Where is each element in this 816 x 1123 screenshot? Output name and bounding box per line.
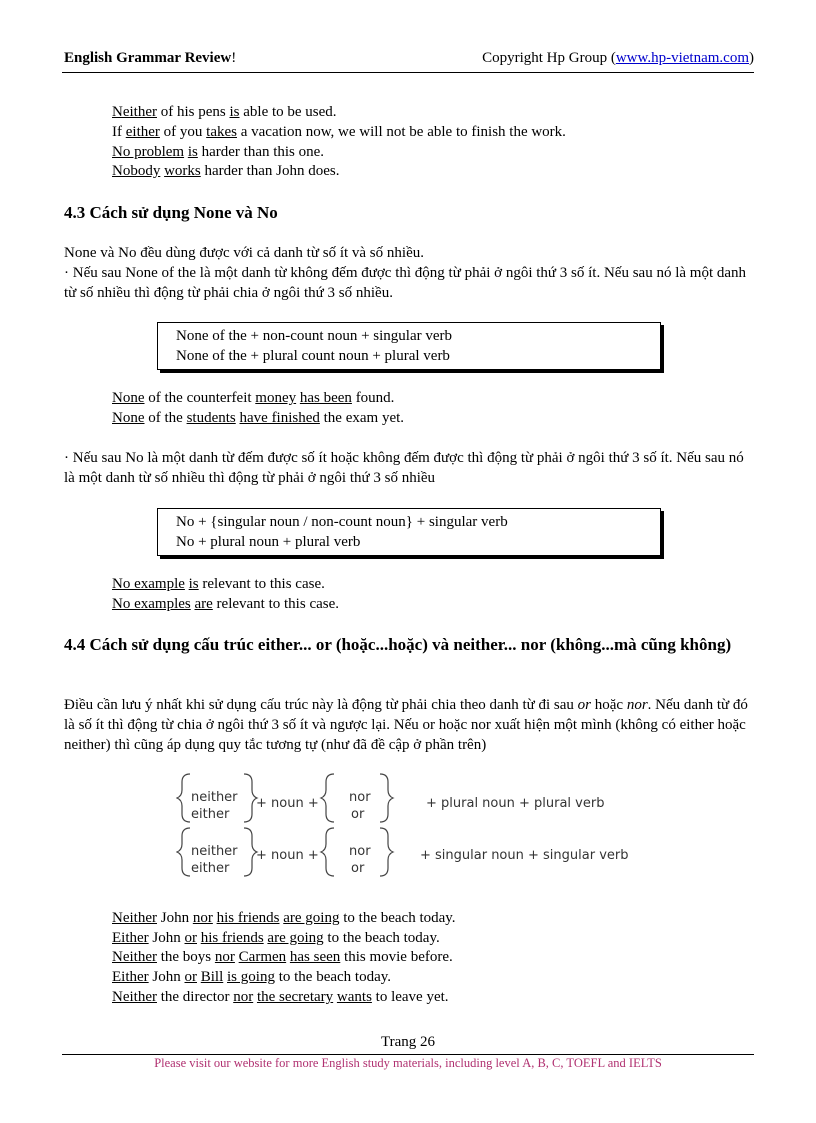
- website-link[interactable]: www.hp-vietnam.com: [615, 50, 749, 66]
- example-line: Either John or Bill is going to the beach today.: [112, 969, 392, 985]
- diagram-word: or: [351, 807, 365, 822]
- diagram-word: neither: [191, 844, 238, 859]
- section-4-3-rule-1: · Nếu sau None of the là một danh từ không đếm được thì động từ phải ở ngôi thứ 3 số ít. Nếu sau nó là một danh từ số nhiều thì động từ phải chia ở ngôi thứ 3 số nhiều.: [64, 265, 747, 301]
- section-heading-4-3: 4.3 Cách sử dụng None và No: [64, 203, 278, 222]
- diagram-word: + noun +: [256, 848, 319, 863]
- example-line: Nobody works harder than John does.: [112, 163, 340, 179]
- right-brace: [380, 828, 393, 876]
- rule-box-line: None of the + non-count noun + singular verb: [176, 328, 453, 344]
- diagram-word: nor: [349, 790, 371, 805]
- example-line: Neither the boys nor Carmen has seen this movie before.: [112, 949, 453, 965]
- left-brace: [177, 828, 190, 876]
- left-brace: [177, 774, 190, 822]
- section-4-3-intro: None và No đều dùng được với cả danh từ số ít và số nhiều.: [64, 245, 424, 261]
- header-rule: [62, 72, 754, 73]
- section-heading-4-4: 4.4 Cách sử dụng cấu trúc either... or (hoặc...hoặc) và neither... nor (không...mà cũng không): [64, 635, 732, 654]
- example-line: No examples are relevant to this case.: [112, 596, 340, 612]
- page-number: Trang 26: [380, 1034, 436, 1050]
- diagram-word: + singular noun + singular verb: [420, 848, 629, 863]
- page-header: [64, 50, 754, 67]
- diagram-word: either: [191, 807, 230, 822]
- diagram-word: + plural noun + plural verb: [426, 796, 605, 811]
- example-line: No example is relevant to this case.: [112, 576, 325, 592]
- rule-box-none: [157, 322, 661, 370]
- example-line: Neither of his pens is able to be used.: [112, 104, 337, 120]
- example-line: Neither John nor his friends are going to the beach today.: [112, 910, 456, 926]
- diagram-word: + noun +: [256, 796, 319, 811]
- footer-note: Please visit our website for more English study materials, including level A, B, C, TOEFL and IELTS: [154, 1056, 662, 1070]
- example-line: No problem is harder than this one.: [112, 144, 325, 160]
- left-brace: [321, 774, 334, 822]
- example-line: Neither the director nor the secretary wants to leave yet.: [112, 989, 449, 1005]
- rule-box-line: None of the + plural count noun + plural verb: [176, 348, 450, 364]
- example-line: None of the counterfeit money has been found.: [112, 390, 395, 406]
- header-copyright: Copyright Hp Group (www.hp-vietnam.com): [482, 50, 754, 66]
- diagram-word: either: [191, 861, 230, 876]
- left-brace: [321, 828, 334, 876]
- section-4-3-rule-2: · Nếu sau No là một danh từ đếm được số ít hoặc không đếm được thì động từ phải ở ngôi thứ 3 số ít. Nếu sau nó là một danh từ số nhiều thì động từ phải ở ngôi thứ 3 số nhiều: [64, 450, 744, 486]
- example-line: None of the students have finished the exam yet.: [112, 410, 405, 426]
- example-line: Either John or his friends are going to the beach today.: [112, 930, 440, 946]
- header-title: English Grammar Review!: [64, 50, 237, 66]
- rule-box-no: [157, 508, 661, 556]
- footer-rule: [62, 1054, 754, 1055]
- example-line: If either of you takes a vacation now, we will not be able to finish the work.: [112, 124, 566, 140]
- bracket-graphics: [176, 772, 656, 892]
- diagram-word: neither: [191, 790, 238, 805]
- diagram-word: or: [351, 861, 365, 876]
- right-brace: [380, 774, 393, 822]
- diagram-word: nor: [349, 844, 371, 859]
- section-4-4-paragraph: Điều cần lưu ý nhất khi sử dụng cấu trúc này là động từ phải chia theo danh từ đi sau or hoặc nor. Nếu danh từ đó là số ít thì động từ chia ở ngôi thứ 3 số ít và ngược lại. Nếu or hoặc nor xuất hiện một mình (không có either hoặc neither) thì cũng áp dụng quy tắc tương tự (như đã đề cập ở phần trên): [64, 697, 748, 753]
- rule-box-line: No + {singular noun / non-count noun} + singular verb: [176, 514, 508, 530]
- rule-box-line: No + plural noun + plural verb: [176, 534, 361, 550]
